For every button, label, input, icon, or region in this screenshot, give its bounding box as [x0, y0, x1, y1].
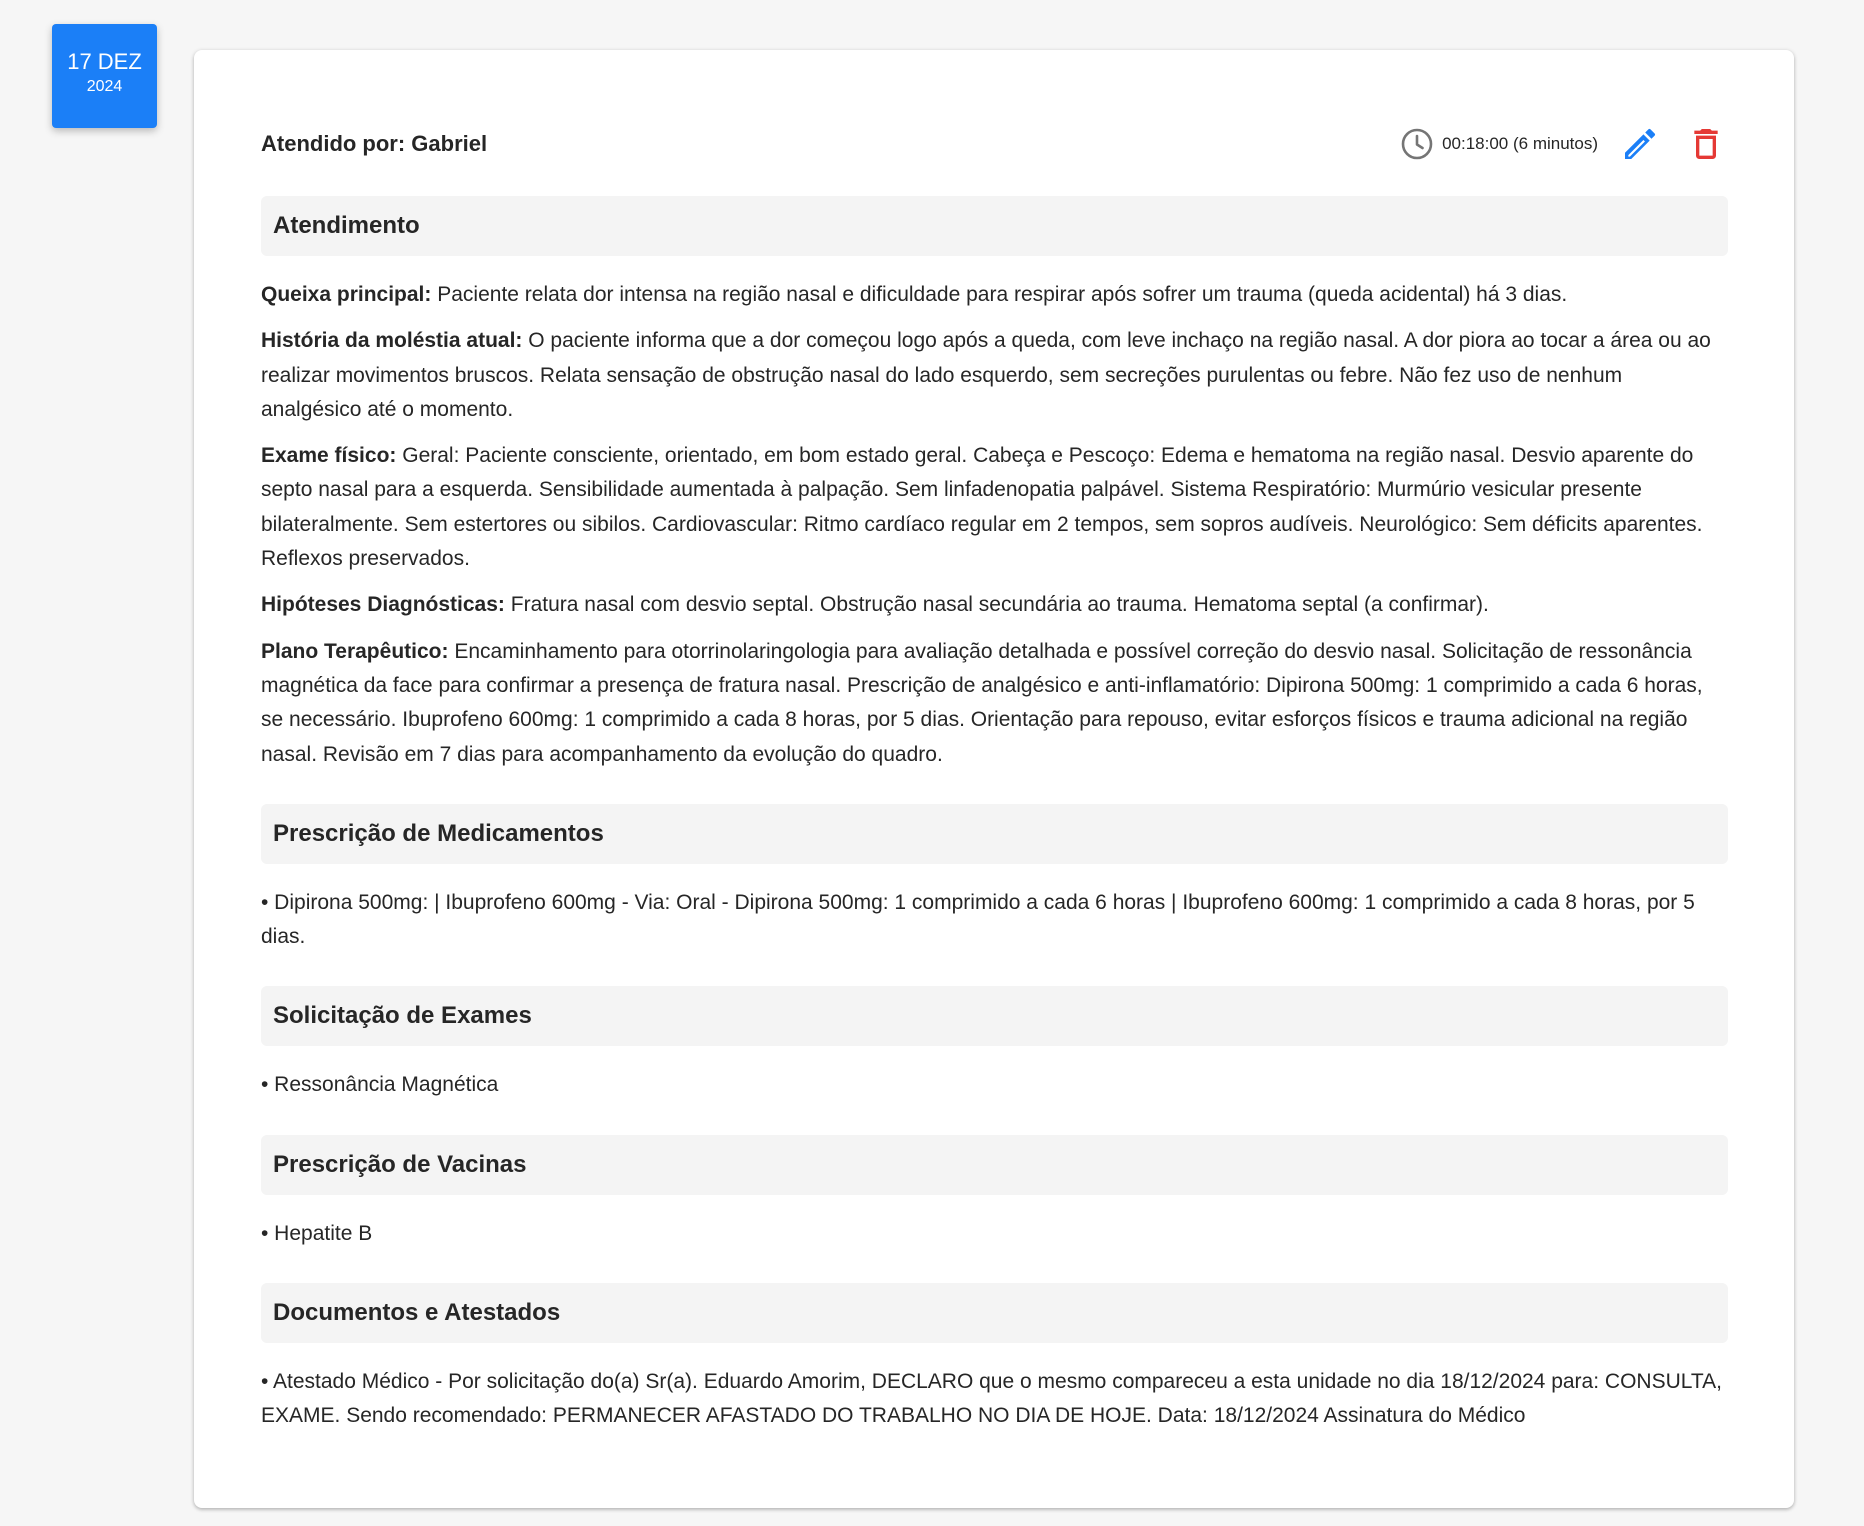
section-title-medicamentos: Prescrição de Medicamentos — [261, 804, 1728, 864]
card-header — [261, 122, 1728, 166]
field-historia-molestia — [261, 324, 1728, 427]
attended-by: Atendido por: Gabriel — [261, 131, 488, 156]
list-item: • Dipirona 500mg: | Ibuprofeno 600mg - Via: Oral - Dipirona 500mg: 1 comprimido a cada 6 horas | Ibuprofeno 600mg: 1 comprimido a cada 8 horas, por 5 dias. — [261, 890, 1695, 949]
list-item: • Atestado Médico - Por solicitação do(a) Sr(a). Eduardo Amorim, DECLARO que o mesmo compareceu a esta unidade no dia 18/12/2024 para: CONSULTA, EXAME. Sendo recomendado: PERMANECER AFASTADO DO TRABALHO NO DIA DE HOJE. Data: 18/12/2024 Assinatura do Médico — [261, 1370, 1722, 1428]
field-text: Encaminhamento para otorrinolaringologia para avaliação detalhada e possível correção do desvio nasal. Solicitação de ressonância magnética da face para confirmar a presença de fratura nasal. Prescrição de analgésico e anti-inflamatório: Dipirona 500mg: 1 comprimido a cada 6 horas, se necessário. Ibuprofeno 600mg: 1 comprimido a cada 8 horas, por 5 dias. Orientação para repouso, evitar esforços físicos e trauma adicional na região nasal. Revisão em 7 dias para acompanhamento da evolução do quadro. — [261, 639, 1703, 766]
clock-icon — [1400, 127, 1434, 161]
date-year: 2024 — [86, 78, 123, 95]
field-plano-terapeutico — [261, 635, 1728, 772]
list-item: • Ressonância Magnética — [261, 1073, 499, 1097]
field-label: Plano Terapêutico: — [261, 639, 449, 663]
list-item: • Hepatite B — [261, 1221, 373, 1245]
section-title-documentos: Documentos e Atestados — [261, 1283, 1728, 1343]
documentos-body — [261, 1365, 1728, 1434]
delete-button[interactable] — [1684, 122, 1728, 166]
field-text: Paciente relata dor intensa na região nasal e dificuldade para respirar após sofrer um trauma (queda acidental) há 3 dias. — [437, 283, 1568, 306]
header-actions — [1400, 122, 1728, 166]
consultation-card — [194, 50, 1794, 1508]
field-exame-fisico — [261, 439, 1728, 576]
field-text: Fratura nasal com desvio septal. Obstrução nasal secundária ao trauma. Hematoma septal (a confirmar). — [510, 593, 1489, 617]
field-queixa-principal — [261, 278, 1728, 312]
field-label: Exame físico: — [261, 444, 397, 468]
date-day: 17 DEZ — [67, 49, 142, 74]
pencil-icon — [1620, 124, 1660, 164]
section-title-atendimento: Atendimento — [261, 196, 1728, 256]
exames-body — [261, 1068, 1728, 1102]
section-title-exames: Solicitação de Exames — [261, 986, 1728, 1046]
trash-icon — [1686, 124, 1726, 164]
edit-button[interactable] — [1618, 122, 1662, 166]
atendimento-body — [261, 278, 1728, 772]
field-text: O paciente informa que a dor começou logo após a queda, com leve inchaço na região nasal. A dor piora ao tocar a área ou ao realizar movimentos bruscos. Relata sensação de obstrução nasal do lado esquerdo, sem secreções purulentas ou febre. Não fez uso de nenhum analgésico até o momento. — [261, 329, 1711, 421]
field-label: Queixa principal: — [261, 283, 432, 306]
section-title-vacinas: Prescrição de Vacinas — [261, 1135, 1728, 1195]
field-label: Hipóteses Diagnósticas: — [261, 593, 505, 617]
duration: 00:18:00 (6 minutos) — [1442, 134, 1598, 153]
field-hipoteses-diagnosticas — [261, 588, 1728, 622]
medicamentos-body — [261, 886, 1728, 955]
vacinas-body — [261, 1217, 1728, 1251]
date-badge — [52, 24, 157, 128]
field-text: Geral: Paciente consciente, orientado, em bom estado geral. Cabeça e Pescoço: Edema e hematoma na região nasal. Desvio aparente do septo nasal para a esquerda. Sensibilidade aumentada à palpação. Sem linfadenopatia palpável. Sistema Respiratório: Murmúrio vesicular presente bilateralmente. Sem estertores ou sibilos. Cardiovascular: Ritmo cardíaco regular em 2 tempos, sem sopros audíveis. Neurológico: Sem déficits aparentes. Reflexos preservados. — [261, 444, 1703, 571]
field-label: História da moléstia atual: — [261, 329, 523, 353]
